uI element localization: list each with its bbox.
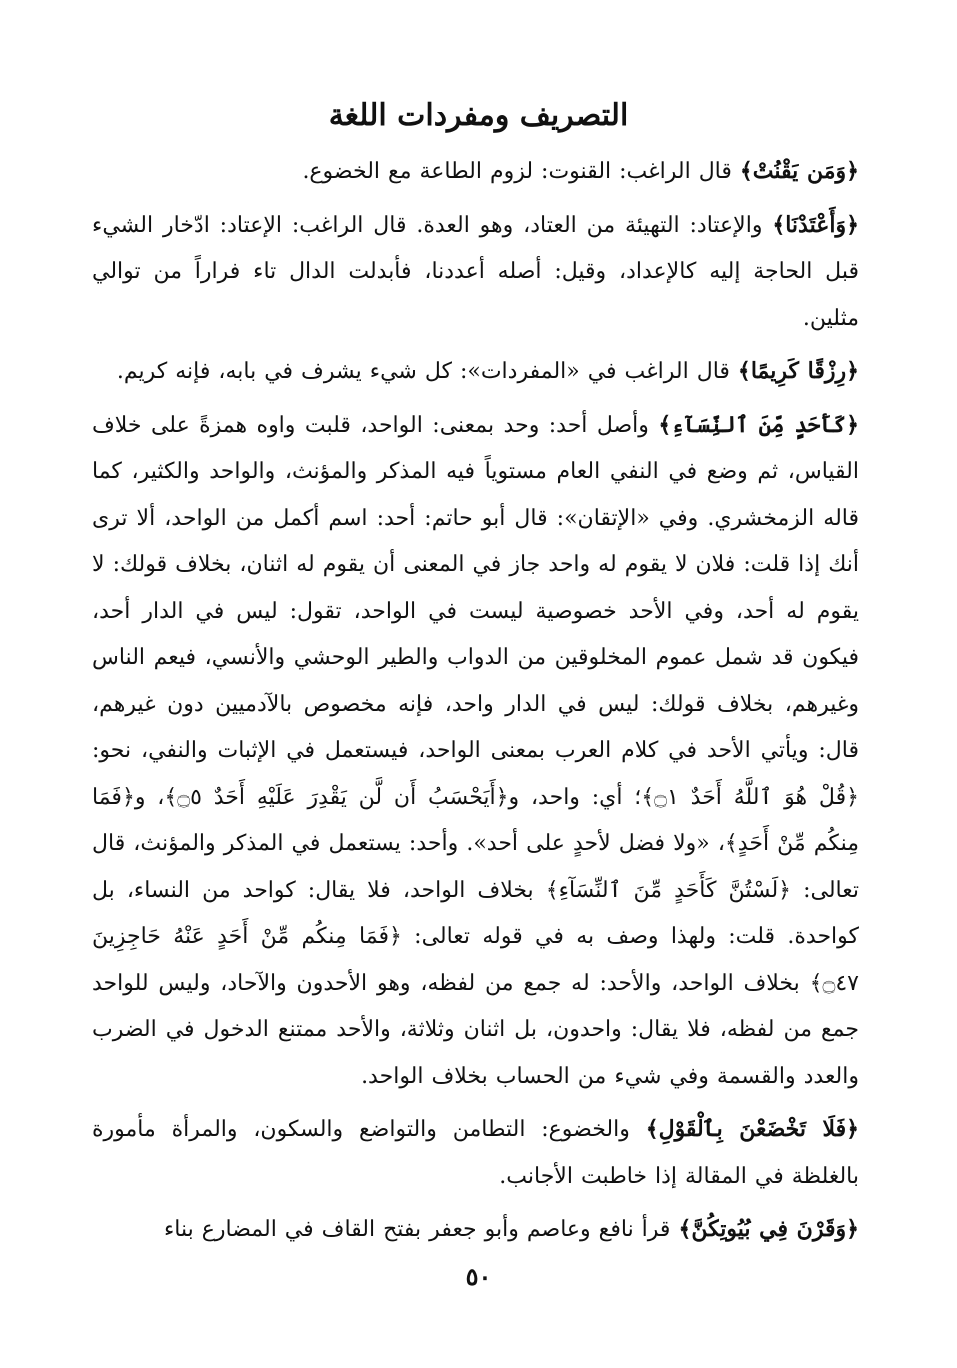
paragraph-text: وأصل أحد: وحد بمعنى: الواحد، قلبت واوه همزةً على خلاف القياس، ثم وضع في النفي العام مستوياً فيه المذكر والمؤنث، والواحد والكثير، كما قاله الزمخشري. وفي «الإتقان»: قال أبو حاتم: أحد: اسم أكمل من الواحد، ألا ترى أنك إذا قلت: فلان لا يقوم له واحد جاز في المعنى أن يقوم له اثنان، بخلاف قولك: لا يقوم له أحد، وفي الأحد خصوصية ليست في الواحد، تقول: ليس في الدار أحد، فيكون قد شمل عموم المخلوقين من الدواب والطير الوحشي والأنسي، فيعم الناس وغيرهم، بخلاف قولك: ليس في الدار واحد، فإنه مخصوص بالآدميين دون غيرهم، قال: ويأتي الأحد في كلام العرب بمعنى الواحد، فيستعمل في الإثبات والنفي، نحو: ﴿قُلْ هُوَ ٱللَّهُ أَحَدٌ ۝١﴾؛ أي: واحد، و﴿أَيَحْسَبُ أَن لَّن يَقْدِرَ عَلَيْهِ أَحَدٌ ۝٥﴾، و﴿فَمَا مِنكُم مِّنْ أَحَدٍ﴾، «ولا فضل لأحدٍ على أحد». وأحد: يستعمل في المذكر والمؤنث، قال تعالى: ﴿لَسْتُنَّ كَأَحَدٍ مِّنَ ٱلنِّسَآءِ﴾ بخلاف الواحد، فلا يقال: كواحد من النساء، بل كواحدة. قلت: ولهذا وصف به في قوله تعالى: ﴿فَمَا مِنكُم مِّنْ أَحَدٍ عَنْهُ حَاجِزِينَ ۝٤٧﴾ بخلاف الواحد، والأحد: له جمع من لفظه، وهو الأحدون والآحاد، وليس للواحد جمع من لفظه، فلا يقال: واحدون، بل اثنان وثلاثة، والأحد ممتنع الدخول في الضرب والعدد والقسمة وفي شيء من الحساب بخلاف الواحد. xyxy=(92,412,859,1089)
paragraph-qarna xyxy=(92,1206,859,1254)
paragraph-yaqnut xyxy=(92,148,859,196)
paragraph-text: قرأ نافع وعاصم وأبو جعفر بفتح القاف في المضارع بناء xyxy=(163,1217,679,1242)
paragraph-rizqan-kariman xyxy=(92,348,859,396)
paragraph-ka-ahad xyxy=(92,402,859,1101)
paragraph-takhdana xyxy=(92,1106,859,1200)
paragraph-text: والخضوع: التطامن والتواضع والسكون، والمرأة مأمورة بالغلظة في المقالة إذا خاطبت الأجانب. xyxy=(92,1117,859,1189)
quran-term: ﴿وَأَعْتَدْنَا﴾ xyxy=(772,211,859,238)
quran-term: ﴿وَمَن يَقْنُتْ﴾ xyxy=(739,158,859,184)
paragraph-text: قال الراغب في «المفردات»: كل شيء يشرف في بابه، فإنه كريم. xyxy=(116,359,738,384)
paragraph-atadna xyxy=(92,202,859,343)
paragraph-text: والإعتاد: التهيئة من العتاد، وهو العدة. قال الراغب: الإعتاد: ادّخار الشيء قبل الحاجة إليه كالإعداد، وقيل: أصله أعددنا، فأبدلت الدال تاء فراراً من توالي مثلين. xyxy=(92,212,859,331)
page-body xyxy=(92,148,859,1260)
quran-term: ﴿كَأَحَدٍ مِّنَ ٱلنِّسَآءِ﴾ xyxy=(658,411,859,438)
quran-term: ﴿وَقَرْنَ فِي بُيُوتِكُنَّ﴾ xyxy=(678,1216,859,1242)
quran-term: ﴿فَلَا تَخْضَعْنَ بِٱلْقَوْلِ﴾ xyxy=(645,1116,860,1142)
page-title: التصريف ومفردات اللغة xyxy=(328,98,629,133)
page-number: ٥٠ xyxy=(465,1262,492,1291)
quran-term: ﴿رِزْقًا كَرِيمًا﴾ xyxy=(737,358,859,384)
paragraph-text: قال الراغب: القنوت: لزوم الطاعة مع الخضوع. xyxy=(302,159,740,184)
